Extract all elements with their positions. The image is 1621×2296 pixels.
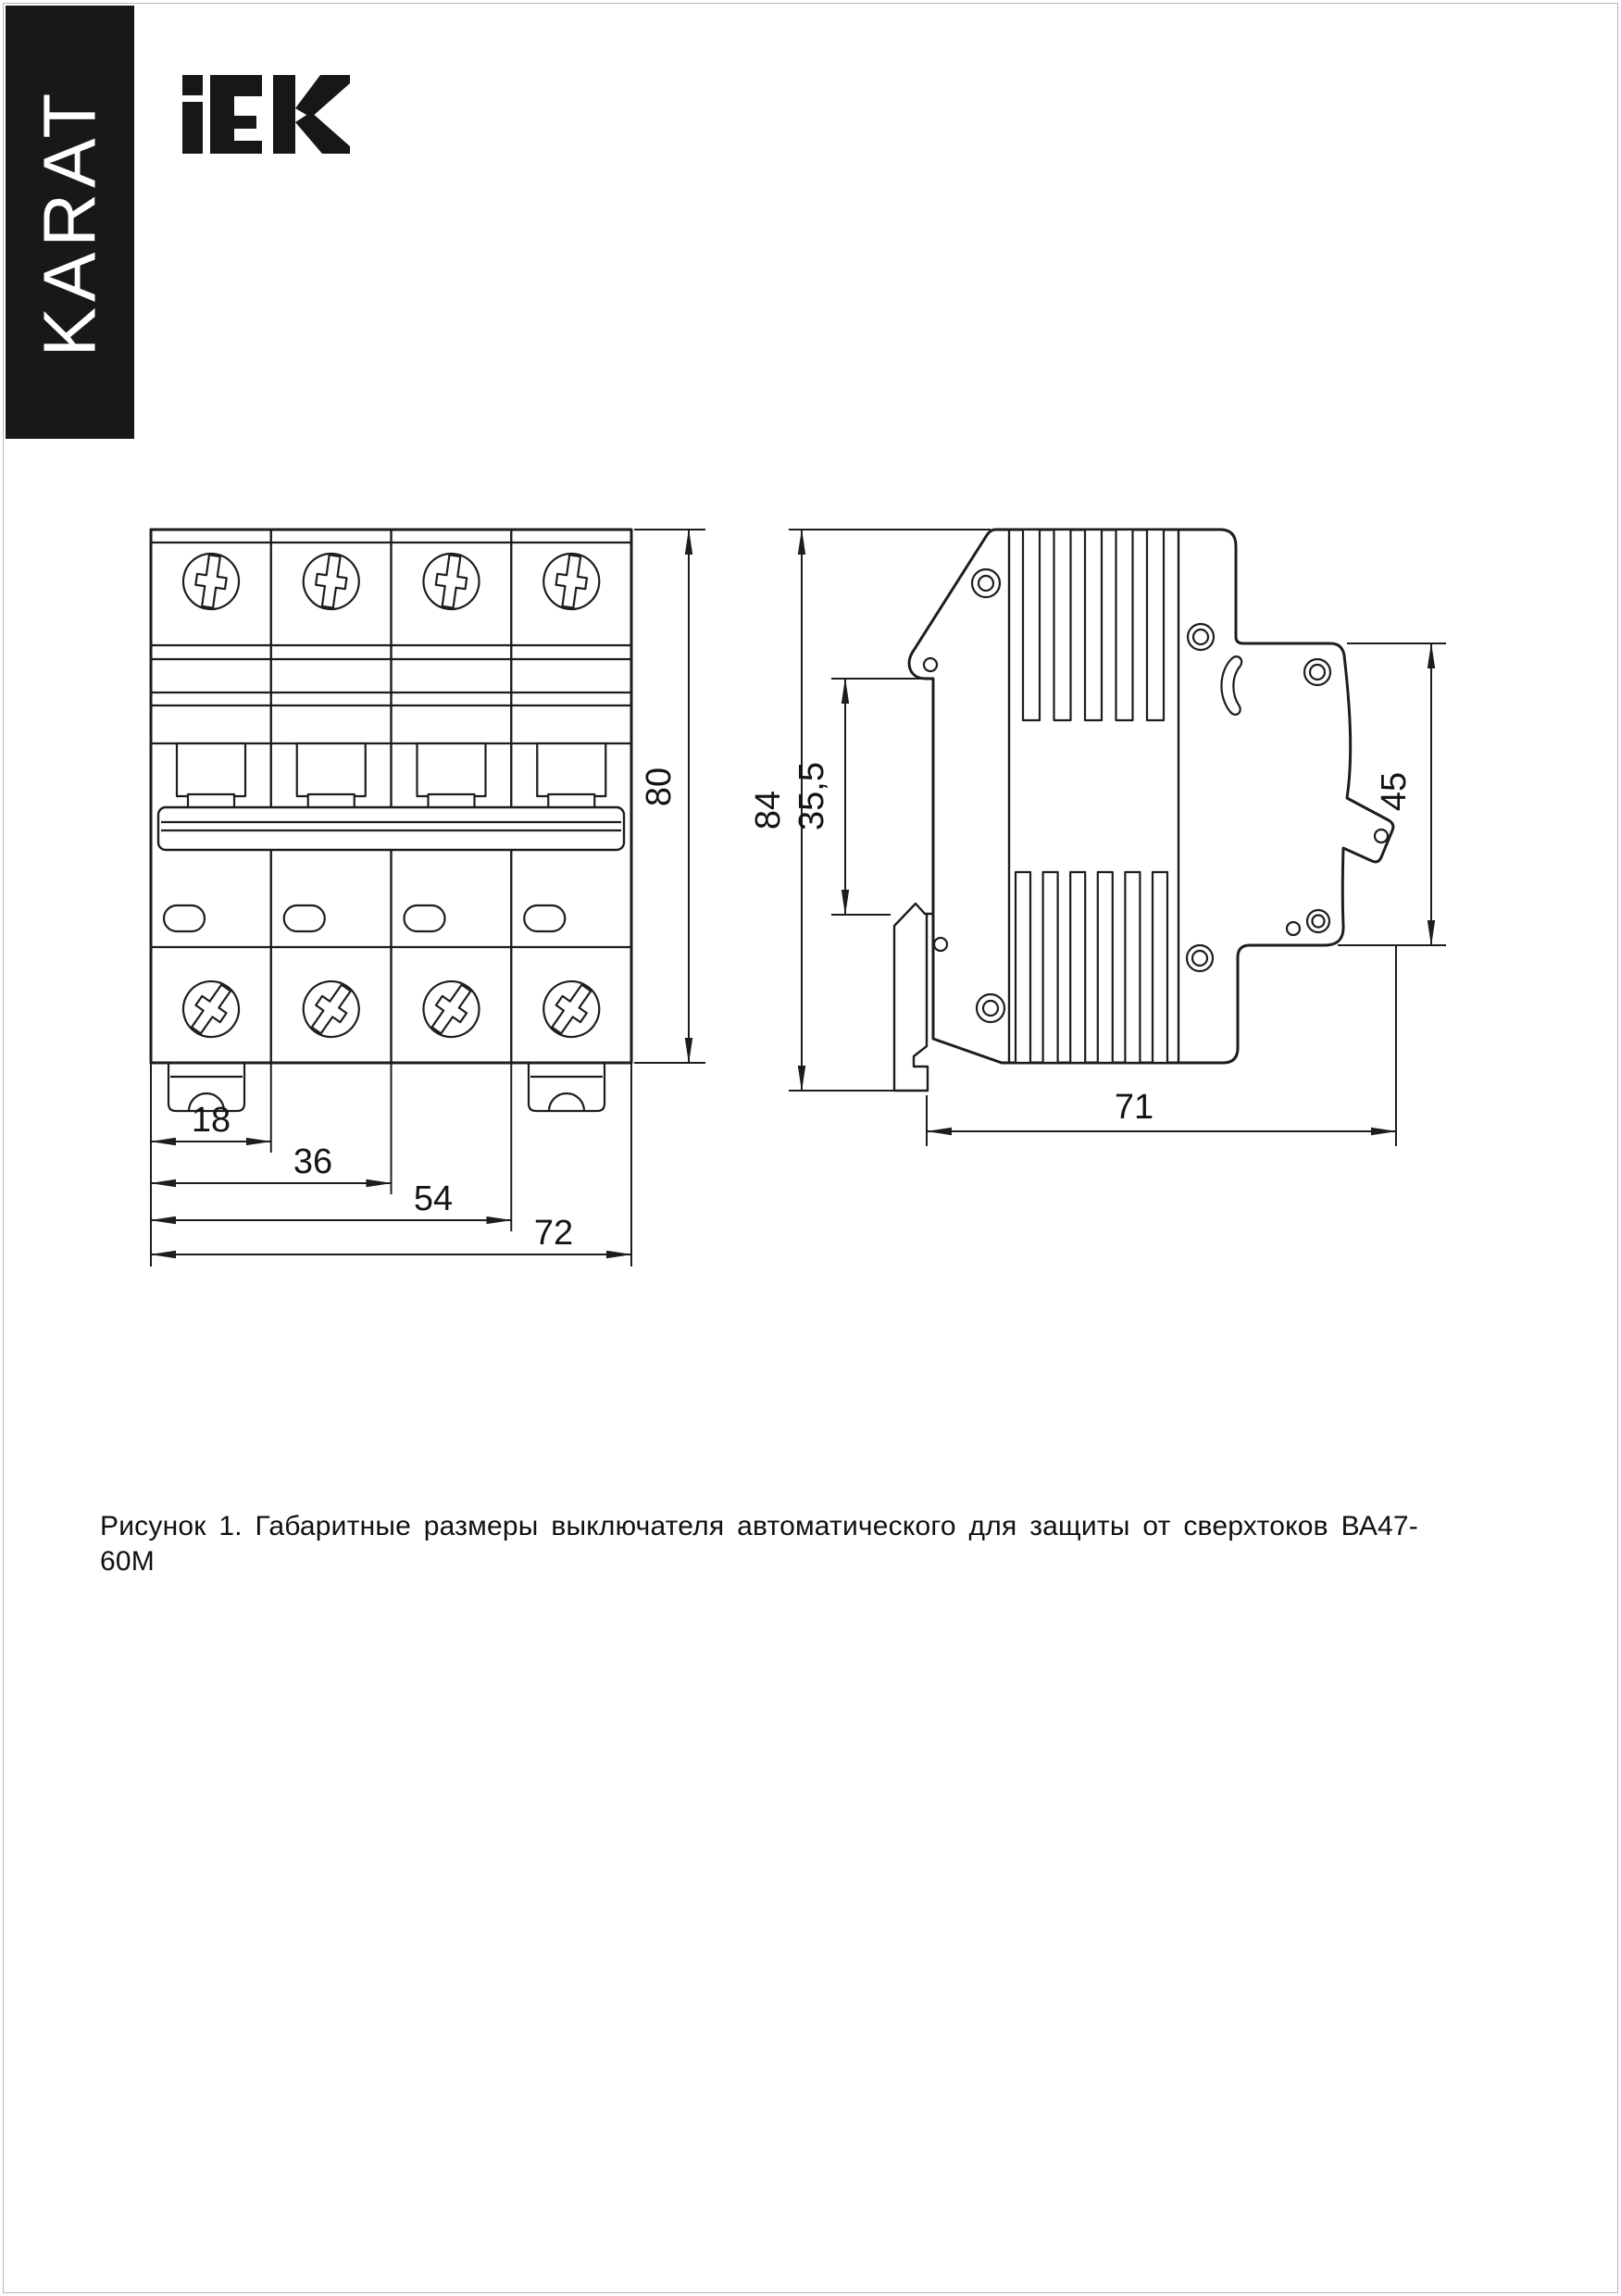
screw-icon — [532, 970, 610, 1048]
screw-icon — [420, 550, 483, 613]
label-window — [284, 905, 325, 931]
label-windows — [164, 905, 565, 931]
dim-label-71: 71 — [1114, 1088, 1154, 1127]
dim-label-45: 45 — [1375, 771, 1414, 812]
din-clip-side — [894, 904, 933, 1091]
label-window — [524, 905, 565, 931]
din-clip-front-right — [529, 1063, 605, 1111]
screw-icon — [293, 970, 370, 1048]
series-banner-label: KARAT — [28, 87, 111, 357]
screw-icon — [413, 970, 491, 1048]
screw-icon — [172, 970, 250, 1048]
toggle-tie-bar — [158, 807, 624, 850]
side-view — [749, 530, 1446, 1146]
lever — [537, 743, 605, 796]
dim-label-36: 36 — [293, 1142, 333, 1181]
lever — [297, 743, 366, 796]
front-view — [151, 530, 705, 1267]
screw-icon — [540, 550, 603, 613]
dim-front-widths — [151, 1063, 631, 1267]
screw-icon — [300, 550, 363, 613]
lever — [418, 743, 486, 796]
dim-front-height — [634, 530, 705, 1063]
dim-side-din-recess — [792, 679, 924, 915]
dim-label-54: 54 — [413, 1179, 454, 1218]
figure-caption: Рисунок 1. Габаритные размеры выключателя автоматического для защиты от сверхтоков ВА47-60М — [100, 1511, 1418, 1577]
label-window — [405, 905, 445, 931]
dim-label-35-5: 35,5 — [792, 762, 831, 830]
dim-label-18: 18 — [191, 1101, 231, 1140]
label-window — [164, 905, 205, 931]
dim-label-72: 72 — [533, 1214, 574, 1253]
dim-label-80: 80 — [640, 767, 679, 807]
screw-icon — [180, 550, 243, 613]
lever — [177, 743, 245, 796]
dim-side-face — [1338, 643, 1446, 945]
dim-label-84: 84 — [749, 790, 788, 830]
